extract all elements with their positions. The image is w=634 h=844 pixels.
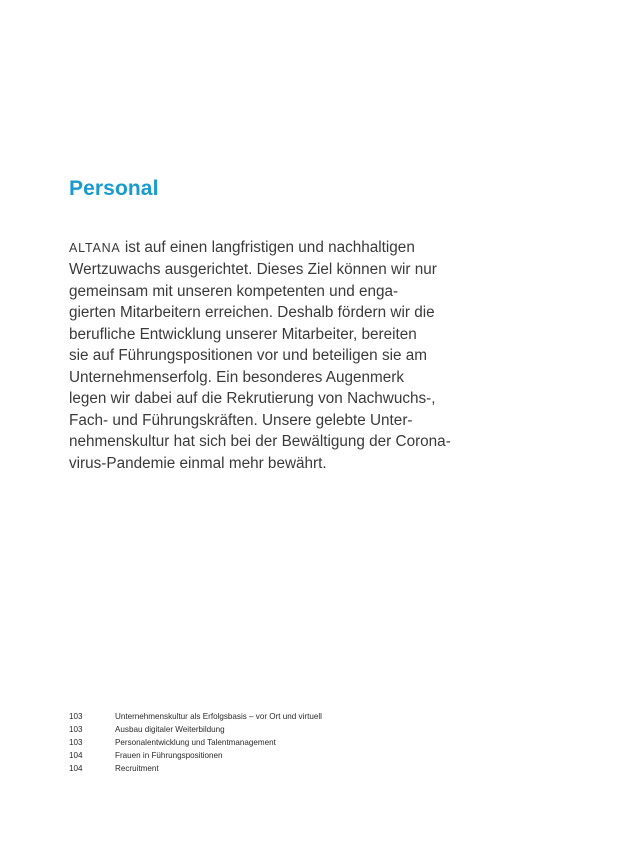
table-of-contents bbox=[69, 710, 489, 774]
intro-paragraph bbox=[69, 237, 469, 474]
toc-page-number: 103 bbox=[69, 711, 83, 721]
toc-entry-title: Recruitment bbox=[115, 763, 159, 773]
toc-entry[interactable] bbox=[69, 710, 489, 723]
toc-entry[interactable] bbox=[69, 762, 489, 775]
intro-line-11: virus-Pandemie einmal mehr bewährt. bbox=[69, 454, 327, 472]
toc-entry-title: Personalentwicklung und Talentmanagement bbox=[115, 737, 276, 747]
toc-entry-title: Frauen in Führungspositionen bbox=[115, 750, 223, 760]
intro-line-3: gemeinsam mit unseren kompetenten und enga- bbox=[69, 282, 399, 300]
toc-entry[interactable] bbox=[69, 723, 489, 736]
toc-page-number: 104 bbox=[69, 763, 83, 773]
toc-entry-title: Ausbau digitaler Weiterbildung bbox=[115, 724, 225, 734]
intro-line-1 bbox=[69, 237, 469, 259]
intro-line-7: Unternehmenserfolg. Ein besonderes Augenmerk bbox=[69, 368, 405, 386]
toc-page-number: 103 bbox=[69, 737, 83, 747]
intro-line-4: gierten Mitarbeitern erreichen. Deshalb fördern wir die bbox=[69, 304, 435, 322]
intro-line-8: legen wir dabei auf die Rekrutierung von Nachwuchs-, bbox=[69, 390, 436, 408]
intro-line-1-text: ist auf einen langfristigen und nachhaltigen bbox=[120, 239, 415, 256]
toc-page-number: 103 bbox=[69, 724, 83, 734]
intro-line-6: sie auf Führungspositionen vor und beteiligen sie am bbox=[69, 347, 427, 365]
toc-entry[interactable] bbox=[69, 736, 489, 749]
page-title: Personal bbox=[69, 177, 159, 200]
brand-name: ALTANA bbox=[69, 241, 121, 255]
intro-line-9: Fach- und Führungskräften. Unsere gelebte Unter- bbox=[69, 411, 413, 429]
toc-entry-title: Unternehmenskultur als Erfolgsbasis – vor Ort und virtuell bbox=[115, 711, 322, 721]
toc-page-number: 104 bbox=[69, 750, 83, 760]
intro-line-2: Wertzuwachs ausgerichtet. Dieses Ziel können wir nur bbox=[69, 261, 437, 279]
toc-entry[interactable] bbox=[69, 749, 489, 762]
intro-line-10: nehmenskultur hat sich bei der Bewältigung der Corona- bbox=[69, 433, 451, 451]
intro-line-5: berufliche Entwicklung unserer Mitarbeiter, bereiten bbox=[69, 325, 417, 343]
